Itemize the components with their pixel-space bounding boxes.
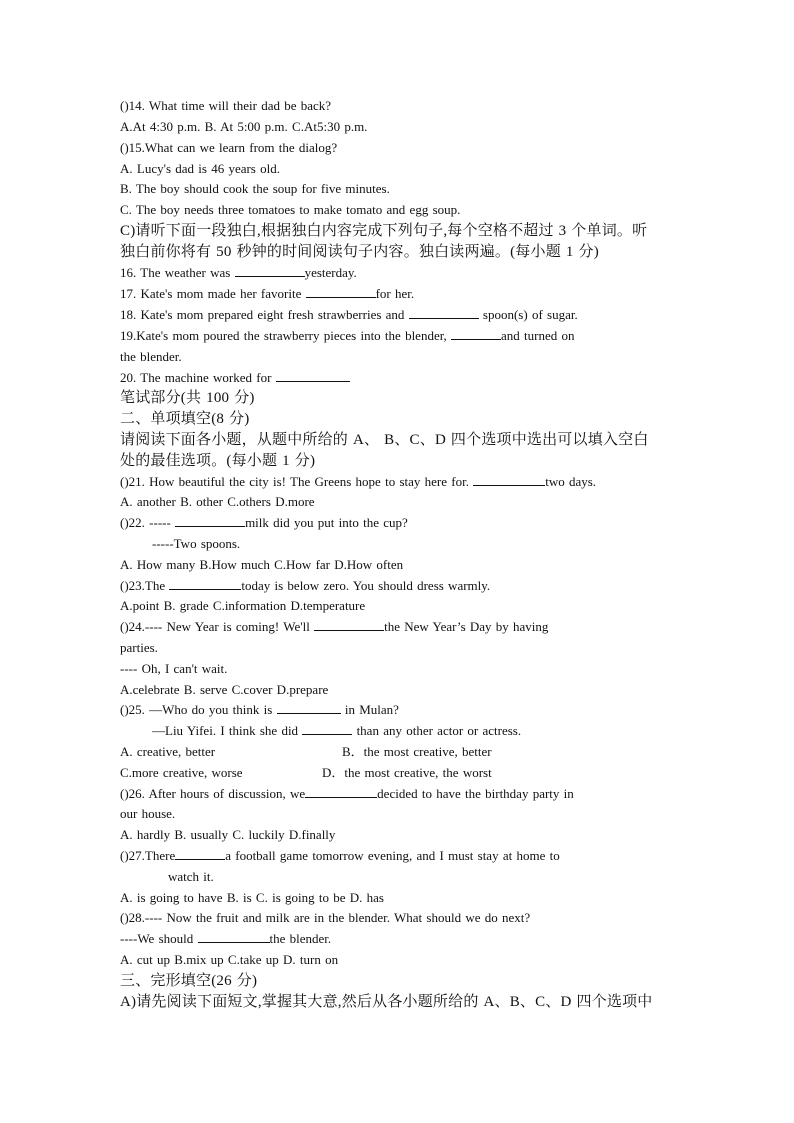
answer-blank — [305, 784, 377, 798]
q28-reply-before: ----We should — [120, 931, 198, 946]
q24-continuation: parties. — [120, 640, 158, 655]
answer-blank — [235, 263, 305, 277]
q25-option-c: C.more creative, worse — [120, 765, 243, 780]
q28-stem: ()28.---- Now the fruit and milk are in the blender. What should we do next? — [120, 910, 531, 925]
part-three-instruction: A)请先阅读下面短文,掌握其大意,然后从各小题所给的 A、B、C、D 四个选项中 — [120, 994, 653, 1010]
q21-text-after: two days. — [545, 474, 597, 489]
q25-option-b: B．the most creative, better — [342, 744, 492, 759]
q27-text-after: a football game tomorrow evening, and I must stay at home to — [225, 848, 560, 863]
q25-text-before: ()25. —Who do you think is — [120, 702, 277, 717]
q25-reply-before: —Liu Yifei. I think she did — [152, 723, 303, 738]
q20 — [120, 368, 676, 388]
q26-text-after: decided to have the birthday party in — [377, 786, 574, 801]
q16-text-after: yesterday. — [304, 265, 357, 280]
q27-continuation: watch it. — [168, 869, 214, 884]
q24-options: A.celebrate B. serve C.cover D.prepare — [120, 682, 329, 697]
q19-text-before: 19.Kate's mom poured the strawberry pieces into the blender, — [120, 328, 452, 343]
q27-stem — [120, 846, 676, 866]
q25-option-a: A. creative, better — [120, 744, 216, 759]
q28-reply-after: the blender. — [269, 931, 332, 946]
q25-text-after: in Mulan? — [340, 702, 399, 717]
answer-blank — [169, 576, 241, 590]
written-section-title: 笔试部分(共 100 分) — [120, 390, 255, 406]
q24-text-before: ()24.---- New Year is coming! We'll — [120, 619, 315, 634]
q26-stem — [120, 784, 676, 804]
q19 — [120, 326, 676, 346]
answer-blank — [302, 721, 352, 735]
part-two-instruction-1: 请阅读下面各小题，从题中所给的 A、 B、C、D 四个选项中选出可以填入空白 — [120, 432, 649, 448]
q24-stem — [120, 617, 676, 637]
q23-text-before: ()23.The — [120, 578, 170, 593]
q17-text-after: for her. — [375, 286, 415, 301]
q21-options: A. another B. other C.others D.more — [120, 494, 315, 509]
part-two-instruction-2: 处的最佳选项。(每小题 1 分) — [120, 453, 316, 469]
q24-text-after: the New Year’s Day by having — [384, 619, 549, 634]
answer-blank — [409, 305, 479, 319]
section-c-instruction-2: 独白前你将有 50 秒钟的时间阅读句子内容。独白读两遍。(每小题 1 分) — [120, 244, 599, 260]
q21-stem — [120, 472, 676, 492]
answer-blank — [473, 472, 545, 486]
q27-options: A. is going to have B. is C. is going to be D. has — [120, 890, 384, 905]
q19-continuation: the blender. — [120, 349, 182, 364]
q26-text-before: ()26. After hours of discussion, we — [120, 786, 306, 801]
answer-blank — [314, 617, 384, 631]
q18-text-after: spoon(s) of sugar. — [478, 307, 578, 322]
q18-text-before: 18. Kate's mom prepared eight fresh strawberries and — [120, 307, 409, 322]
q22-text-before: ()22. ----- — [120, 515, 176, 530]
q16 — [120, 263, 676, 283]
q19-text-after: and turned on — [501, 328, 575, 343]
answer-blank — [277, 700, 341, 714]
q28-reply — [120, 929, 676, 949]
q23-options: A.point B. grade C.information D.temperature — [120, 598, 366, 613]
answer-blank — [276, 368, 350, 382]
q26-continuation: our house. — [120, 806, 176, 821]
answer-blank — [451, 326, 501, 340]
q25-stem — [120, 700, 676, 720]
q14-options: A.At 4:30 p.m. B. At 5:00 p.m. C.At5:30 p.m. — [120, 119, 368, 134]
q14-stem: ()14. What time will their dad be back? — [120, 98, 332, 113]
q22-text-after: milk did you put into the cup? — [245, 515, 408, 530]
q16-text-before: 16. The weather was — [120, 265, 235, 280]
q20-text-before: 20. The machine worked for — [120, 370, 276, 385]
q23-text-after: today is below zero. You should dress warmly. — [241, 578, 491, 593]
section-c-instruction-1: C)请听下面一段独白,根据独白内容完成下列句子,每个空格不超过 3 个单词。听 — [120, 223, 648, 239]
q24-reply: ---- Oh, I can't wait. — [120, 661, 228, 676]
part-two-title: 二、单项填空(8 分) — [120, 411, 250, 427]
answer-blank — [198, 929, 270, 943]
q22-stem — [120, 513, 676, 533]
part-three-title: 三、完形填空(26 分) — [120, 973, 258, 989]
q15-option-c: C. The boy needs three tomatoes to make tomato and egg soup. — [120, 202, 461, 217]
q25-options-ab — [120, 742, 676, 762]
q25-reply-after: than any other actor or actress. — [352, 723, 522, 738]
q22-reply: -----Two spoons. — [152, 536, 241, 551]
q25-options-cd — [120, 763, 676, 783]
q21-text-before: ()21. How beautiful the city is! The Greens hope to stay here for. — [120, 474, 474, 489]
q25-option-d: D．the most creative, the worst — [322, 765, 492, 780]
q23-stem — [120, 576, 676, 596]
answer-blank — [175, 846, 225, 860]
answer-blank — [175, 513, 245, 527]
q25-reply — [152, 721, 676, 741]
q18 — [120, 305, 676, 325]
q15-stem: ()15.What can we learn from the dialog? — [120, 140, 338, 155]
q15-option-b: B. The boy should cook the soup for five minutes. — [120, 181, 390, 196]
q26-options: A. hardly B. usually C. luckily D.finally — [120, 827, 336, 842]
q27-text-before: ()27.There — [120, 848, 176, 863]
answer-blank — [306, 284, 376, 298]
q17 — [120, 284, 676, 304]
q17-text-before: 17. Kate's mom made her favorite — [120, 286, 306, 301]
q15-option-a: A. Lucy's dad is 46 years old. — [120, 161, 280, 176]
q28-options: A. cut up B.mix up C.take up D. turn on — [120, 952, 339, 967]
q22-options: A. How many B.How much C.How far D.How often — [120, 557, 404, 572]
